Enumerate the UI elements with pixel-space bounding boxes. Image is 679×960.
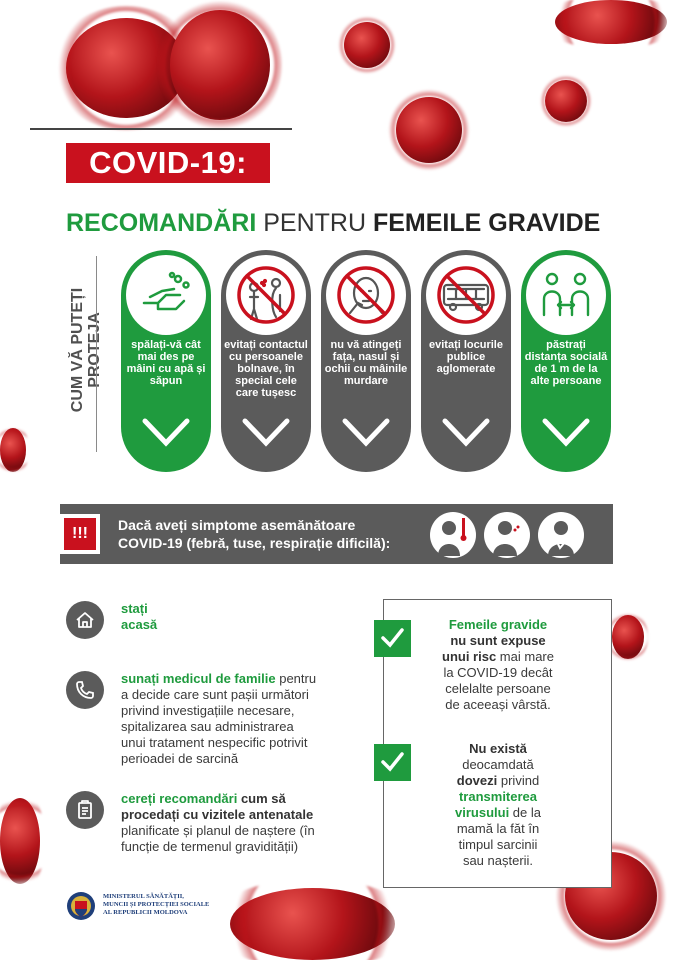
cough-icon <box>490 516 524 556</box>
page-subtitle <box>66 208 600 238</box>
info-plain: deocamdată <box>462 757 534 772</box>
info-line: la COVID-19 decât <box>443 665 553 680</box>
tag-avoid-crowds <box>421 250 511 472</box>
face-touch-icon <box>336 265 396 325</box>
clipboard-icon <box>74 799 96 821</box>
action-line: spitalizarea sau administrarea <box>121 719 294 734</box>
action-icon <box>66 671 104 709</box>
symptom-fever <box>430 512 476 558</box>
info-line: celelalte persoane <box>445 681 551 696</box>
chevron-down-icon <box>541 417 591 447</box>
header-divider <box>30 128 292 130</box>
ministry-line-2: MUNCII ȘI PROTECȚIEI SOCIALE <box>103 901 210 908</box>
chevron-down-icon <box>241 417 291 447</box>
virus-decoration <box>545 80 587 122</box>
tag-text: evitați locurile publice aglomerate <box>429 339 503 375</box>
handwash-icon <box>136 265 196 325</box>
tag-icon-circle <box>226 255 306 335</box>
action-line: privind investigațiile necesare, <box>121 703 295 718</box>
tag-icon-circle <box>526 255 606 335</box>
symptoms-alert-bar <box>60 504 613 564</box>
action-antenatal <box>66 791 348 861</box>
phone-icon <box>74 679 96 701</box>
fever-icon <box>436 516 470 556</box>
subtitle-pregnant-women: FEMEILE GRAVIDE <box>372 209 601 237</box>
info-dark: dovezi <box>456 773 498 788</box>
tag-text: spălați-vă cât mai des pe mâini cu apă și săpun <box>126 339 206 387</box>
check-icon <box>380 751 405 773</box>
ministry-line-3: AL REPUBLICII MOLDOVA <box>103 909 188 916</box>
action-line: unui tratament nespecific potrivit <box>121 735 308 750</box>
info-green: transmiterea <box>458 789 538 804</box>
coat-of-arms-icon <box>66 889 96 923</box>
tag-handwash <box>121 250 211 472</box>
action-line: planificate și planul de naștere (în <box>121 823 315 838</box>
ministry-line-1: MINISTERUL SĂNĂTĂȚII, <box>103 893 184 900</box>
ministry-name <box>103 893 283 917</box>
virus-decoration <box>555 0 667 44</box>
recommendation-tags <box>121 250 611 472</box>
subtitle-recommendations: RECOMANDĂRI <box>66 209 257 237</box>
home-icon <box>74 609 96 631</box>
virus-decoration <box>612 615 644 659</box>
action-line: a decide care sunt pașii următori <box>121 687 309 702</box>
virus-decoration <box>170 10 270 120</box>
tag-no-face-touch <box>321 250 411 472</box>
breathing-difficulty-icon <box>544 516 578 556</box>
symptom-breathing <box>538 512 584 558</box>
action-green-1: cereți recomandări <box>121 791 238 806</box>
alert-line-1: Dacă aveți simptome asemănătoare <box>118 517 356 533</box>
info-box <box>383 599 612 888</box>
action-icon <box>66 601 104 639</box>
tag-icon-circle <box>426 255 506 335</box>
cough-person-icon <box>236 265 296 325</box>
virus-decoration <box>0 428 26 472</box>
alert-text <box>118 516 390 552</box>
info-item-1 <box>422 617 574 713</box>
alert-badge <box>60 514 100 554</box>
tag-avoid-contact <box>221 250 311 472</box>
tag-icon-circle <box>326 255 406 335</box>
info-line: mamă la făt în <box>456 821 540 836</box>
tag-social-distance <box>521 250 611 472</box>
chevron-down-icon <box>141 417 191 447</box>
info-dark: unui risc <box>442 649 497 664</box>
symptom-cough <box>484 512 530 558</box>
action-green-2: acasă <box>121 617 158 632</box>
info-dark: nu sunt expuse <box>450 633 546 648</box>
subtitle-for: PENTRU <box>263 209 367 237</box>
tag-text: evitați contactul cu persoanele bolnave, în special cele care tușesc <box>224 339 308 399</box>
action-dark-1: cum să <box>237 791 286 806</box>
alert-line-2: COVID-19 (febră, tuse, respirație dificilă): <box>118 535 391 551</box>
info-plain: privind <box>497 773 540 788</box>
virus-decoration <box>344 22 390 68</box>
title-banner <box>66 143 270 183</box>
page-title: COVID-19: <box>89 145 247 180</box>
action-call-doctor <box>66 671 348 766</box>
info-item-2 <box>422 741 574 869</box>
action-line: funcție de termenul gravidității) <box>121 839 299 854</box>
bus-icon <box>436 265 496 325</box>
info-green: Femeile gravide <box>448 617 548 632</box>
info-dark: Nu există <box>469 741 527 756</box>
check-box <box>374 744 411 781</box>
action-rest-1: pentru <box>275 671 317 686</box>
action-icon <box>66 791 104 829</box>
tag-icon-circle <box>126 255 206 335</box>
info-plain: de la <box>509 805 541 820</box>
action-text <box>121 791 353 855</box>
check-icon <box>380 627 405 649</box>
side-label-text: CUM VĂ PUTEȚI PROTEJA <box>69 287 103 413</box>
info-plain: mai mare <box>496 649 554 664</box>
social-distance-icon <box>536 265 596 325</box>
virus-decoration <box>0 798 40 884</box>
side-bracket <box>96 256 104 452</box>
alert-badge-text: !!! <box>64 518 96 550</box>
info-line: sau nașterii. <box>462 853 534 868</box>
chevron-down-icon <box>341 417 391 447</box>
chevron-down-icon <box>441 417 491 447</box>
tag-text: păstrați distanța socială de 1 m de la alte persoane <box>524 339 608 387</box>
info-line: timpul sarcinii <box>458 837 538 852</box>
action-green-1: stați <box>121 601 148 616</box>
info-green: virusului <box>455 805 510 820</box>
info-line: de aceeași vârstă. <box>445 697 551 712</box>
action-dark-2: procedați cu vizitele antenatale <box>121 807 314 822</box>
tag-text: nu vă atingeți fața, nasul și ochii cu mâinile murdare <box>324 339 408 387</box>
virus-decoration <box>396 97 462 163</box>
action-green-1: sunați medicul de familie <box>121 671 276 686</box>
action-line: perioadei de sarcină <box>121 751 239 766</box>
check-box <box>374 620 411 657</box>
action-text <box>121 671 353 767</box>
action-text <box>121 601 353 633</box>
action-stay-home <box>66 601 348 641</box>
